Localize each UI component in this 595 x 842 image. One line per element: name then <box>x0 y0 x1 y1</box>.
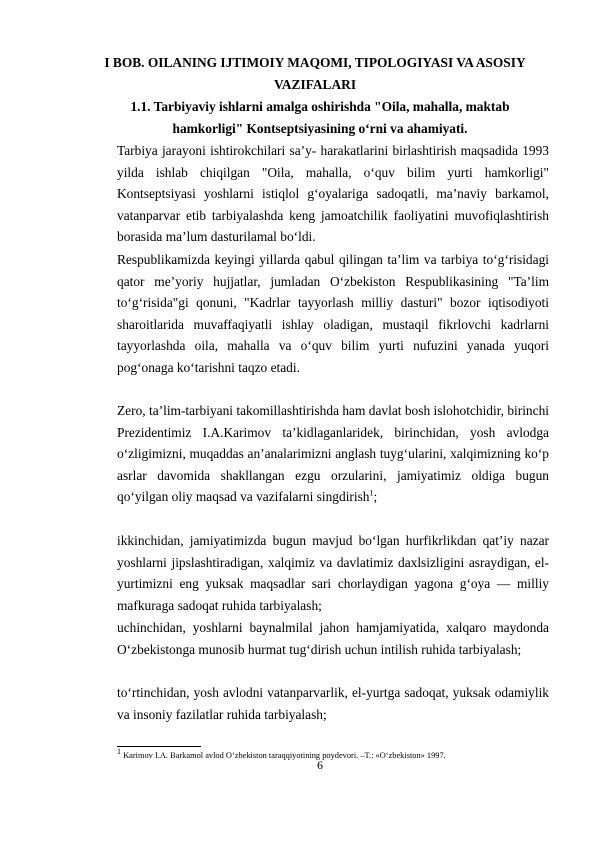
paragraph-2 <box>117 249 549 379</box>
paragraph-2-text: Respublikamizda keyingi yillarda qabul qilingan ta’lim va tarbiya to‘g‘risidagi qator me’yoriy hujjatlar, jumladan O‘zbekiston Respublikasining "Ta’lim to‘g‘risida"gi qonuni, "Kadrlar tayyorlash milliy dasturi" bozor iqtisodiyoti sharoitlarida muvaffaqiyatli ishlay oladigan, mustaqil fikrlovchi kadrlarni tayyorlashda oila, mahalla va o‘quv bilim yurti nufuzini yanada yuqori pog‘onaga ko‘tarishni taqzo etadi. <box>117 252 549 375</box>
paragraph-3-text: Zero, ta’lim-tarbiyani takomillashtirishda ham davlat bosh islohotchidir, birinchi Prezidentimiz I.A.Karimov ta’kidlaganlaridek, birinchidan, yosh avlodga o‘zligimizni, muqaddas an’analarimizni anglash tuyg‘ularini, xalqimizning ko‘p asrlar davomida shakllangan ezgu orzularini, jamiyatimiz oldiga bugun qo‘yilgan oliy maqsad va vazifalarni singdirish <box>117 403 549 505</box>
footnote-mark: 1 <box>117 747 121 757</box>
footnote-ref: 1 <box>369 488 374 498</box>
paragraph-3-tail: ; <box>373 489 378 505</box>
footnote-text: Karimov I.A. Barkamol avlod O‘zbekiston taraqqiyotining poydevori. –T.: «O‘zbekiston» 1997. <box>123 751 446 760</box>
paragraph-4-text: ikkinchidan, jamiyatimizda bugun mavjud bo‘lgan hurfikrlikdan qat’iy nazar yoshlarni jipslashtiradigan, xalqimiz va davlatimiz daxlsizligini asraydigan, el-yurtimizni eng yuksak maqsadlar sari chorlaydigan yagona g‘oya — milliy mafkuraga sadoqat ruhida tarbiyalash; <box>117 533 549 613</box>
footnote-divider <box>117 746 201 747</box>
section-title: 1.1. Tarbiyaviy ishlarni amalga oshirishda "Oila, mahalla, maktab hamkorligi" Kontseptsiyasining o‘rni va ahamiyati. <box>130 99 510 136</box>
paragraph-1-text: Tarbiya jarayoni ishtirokchilari sa’y- harakatlarini birlashtirish maqsadida 1993 yilda ishlab chiqilgan "Oila, mahalla, o‘quv bilim yurti hamkorligi" Kontseptsiyasi yoshlarni istiqlol g‘oyalariga sadoqatli, ma’naviy barkamol, vatanparvar etib tarbiyalashda keng jamoatchilik faoliyatini muvofiqlashtirish borasida ma’lum dasturilamal bo‘ldi. <box>117 143 549 245</box>
paragraph-6-text: to‘rtinchidan, yosh avlodni vatanparvarlik, el-yurtga sadoqat, yuksak odamiylik va insoniy fazilatlar ruhida tarbiyalash; <box>117 685 549 722</box>
paragraph-1 <box>117 140 549 248</box>
paragraph-4 <box>117 530 549 616</box>
paragraph-3 <box>117 400 549 508</box>
page-number: 6 <box>317 758 323 772</box>
paragraph-6 <box>117 682 549 725</box>
paragraph-5-text: uchinchidan, yoshlarni baynalmilal jahon hamjamiyatida, xalqaro maydonda O‘zbekistonga munosib hurmat tug‘dirish uchun intilish ruhida tarbiyalash; <box>117 620 549 657</box>
paragraph-5 <box>117 617 549 660</box>
chapter-title: I BOB. OILANING IJTIMOIY MAQOMI, TIPOLOGIYASI VA ASOSIY VAZIFALARI <box>104 55 526 92</box>
